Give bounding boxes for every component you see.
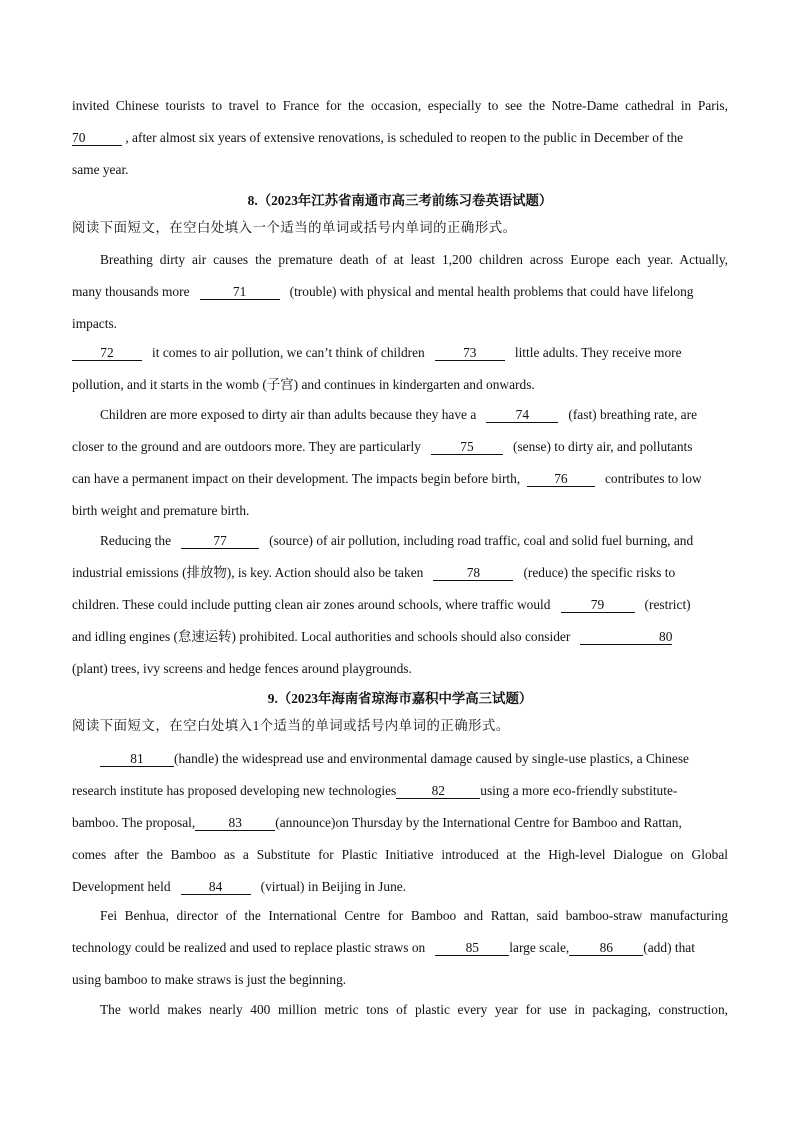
text: comes after the Bamboo as a Substitute for Plastic Initiative introduced at the High-level Dialogue on Global <box>72 847 728 862</box>
blank-74[interactable]: 74 <box>486 407 558 423</box>
blank-82[interactable]: 82 <box>396 783 480 799</box>
text-line <box>72 282 728 302</box>
text: (virtual) in Beijing in June. <box>260 879 407 894</box>
text: (add) that <box>643 940 695 955</box>
text-line <box>100 531 728 551</box>
text: (source) of air pollution, including road traffic, coal and solid fuel burning, and <box>269 533 694 548</box>
blank-79[interactable]: 79 <box>561 597 635 613</box>
blank-84[interactable]: 84 <box>181 879 251 895</box>
text: research institute has proposed developing new technologies <box>72 783 397 798</box>
text: (handle) the widespread use and environmental damage caused by single-use plastics, a Chinese <box>174 751 689 766</box>
text: bamboo. The proposal, <box>72 815 196 830</box>
text-line <box>100 1000 728 1020</box>
text-line <box>72 314 728 334</box>
text: The world makes nearly 400 million metric tons of plastic every year for use in packaging, construction, <box>100 1002 728 1017</box>
blank-80[interactable]: 80 <box>580 629 672 645</box>
text-line <box>72 877 728 897</box>
blank-77[interactable]: 77 <box>181 533 259 549</box>
text: can have a permanent impact on their development. The impacts begin before birth, <box>72 471 521 486</box>
text: and idling engines (怠速运转) prohibited. Local authorities and schools should also consider <box>72 629 571 644</box>
text-line <box>100 405 728 425</box>
section-heading-8: 8.（2023年江苏省南通市高三考前练习卷英语试题） <box>247 193 553 208</box>
text: (announce)on Thursday by the International Centre for Bamboo and Rattan, <box>275 815 682 830</box>
text-line <box>72 128 728 148</box>
text-line <box>100 749 728 769</box>
blank-81[interactable]: 81 <box>100 751 174 767</box>
blank-73[interactable]: 73 <box>435 345 505 361</box>
text-line <box>72 501 728 521</box>
text: closer to the ground and are outdoors more. They are particularly <box>72 439 421 454</box>
text-line <box>72 96 728 116</box>
blank-71[interactable]: 71 <box>200 284 280 300</box>
text: contributes to low <box>604 471 702 486</box>
text: impacts. <box>72 316 117 331</box>
text-line <box>72 938 728 958</box>
text: using a more eco-friendly substitute- <box>480 783 678 798</box>
instruction-8: 阅读下面短文，在空白处填入一个适当的单词或括号内单词的正确形式。 <box>72 220 517 235</box>
section-heading-9: 9.（2023年海南省琼海市嘉积中学高三试题） <box>267 691 533 706</box>
blank-75[interactable]: 75 <box>431 439 503 455</box>
text-line <box>72 781 728 801</box>
text: Breathing dirty air causes the premature death of at least 1,200 children across Europe each year. Actually, <box>100 252 728 267</box>
text-line <box>72 970 728 990</box>
text: many thousands more <box>72 284 190 299</box>
text-line <box>72 659 728 679</box>
text: invited Chinese tourists to travel to France for the occasion, especially to see the Notre-Dame cathedral in Paris, <box>72 98 728 113</box>
text: pollution, and it starts in the womb (子宫) and continues in kindergarten and onwards. <box>72 377 535 392</box>
text: using bamboo to make straws is just the beginning. <box>72 972 347 987</box>
text-line <box>100 250 728 270</box>
text-line <box>100 906 728 926</box>
blank-86[interactable]: 86 <box>569 940 643 956</box>
text: technology could be realized and used to replace plastic straws on <box>72 940 426 955</box>
text: (fast) breathing rate, are <box>568 407 698 422</box>
text: Development held <box>72 879 171 894</box>
text: birth weight and premature birth. <box>72 503 250 518</box>
text: (sense) to dirty air, and pollutants <box>513 439 693 454</box>
text: it comes to air pollution, we can’t think of children <box>152 345 425 360</box>
text-line <box>72 469 728 489</box>
text-line <box>72 160 728 180</box>
text-line <box>72 375 728 395</box>
blank-76[interactable]: 76 <box>527 471 595 487</box>
blank-72[interactable]: 72 <box>72 345 142 361</box>
text: Fei Benhua, director of the International Centre for Bamboo and Rattan, said bamboo-straw manufacturing <box>100 908 728 923</box>
text: children. These could include putting clean air zones around schools, where traffic would <box>72 597 551 612</box>
text: (trouble) with physical and mental health problems that could have lifelong <box>289 284 694 299</box>
text: , after almost six years of extensive renovations, is scheduled to reopen to the public in December of the <box>125 130 684 145</box>
blank-83[interactable]: 83 <box>195 815 275 831</box>
text: large scale, <box>509 940 570 955</box>
blank-78[interactable]: 78 <box>433 565 513 581</box>
text: little adults. They receive more <box>514 345 682 360</box>
text: (plant) trees, ivy screens and hedge fences around playgrounds. <box>72 661 412 676</box>
text-line <box>72 595 728 615</box>
text-line <box>72 343 728 363</box>
text: same year. <box>72 162 129 177</box>
text-line <box>72 813 728 833</box>
instruction-9: 阅读下面短文，在空白处填入1个适当的单词或括号内单词的正确形式。 <box>72 718 510 733</box>
text: Children are more exposed to dirty air than adults because they have a <box>100 407 477 422</box>
text: (restrict) <box>644 597 691 612</box>
blank-70[interactable]: 70 <box>72 130 122 146</box>
text-line <box>72 627 728 647</box>
text: Reducing the <box>100 533 172 548</box>
text-line <box>72 563 728 583</box>
blank-85[interactable]: 85 <box>435 940 509 956</box>
text-line <box>72 437 728 457</box>
text-line <box>72 845 728 865</box>
text: industrial emissions (排放物), is key. Action should also be taken <box>72 565 424 580</box>
text: (reduce) the specific risks to <box>523 565 676 580</box>
